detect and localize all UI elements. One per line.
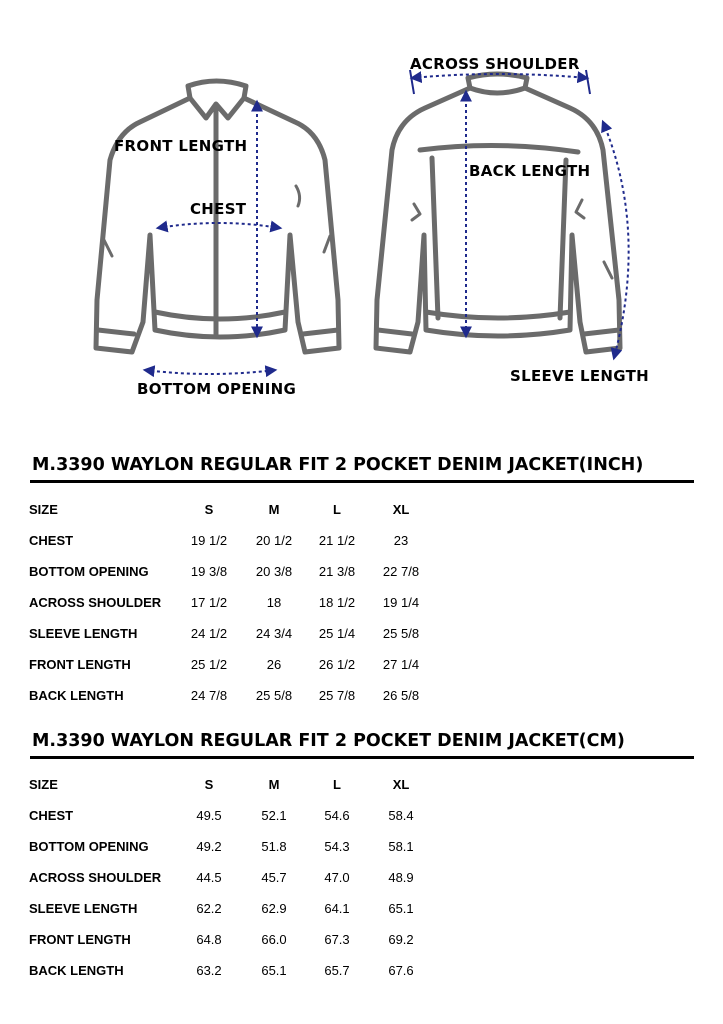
bottom-opening-arrow [145, 370, 275, 374]
measurement-value: 49.5 [196, 808, 222, 823]
size-header-cell: M [268, 502, 280, 517]
table-row [0, 870, 723, 890]
measurement-label: BACK LENGTH [29, 963, 124, 978]
measurement-value: 49.2 [196, 839, 222, 854]
size-column-header: SIZE [29, 502, 58, 517]
measurement-value: 51.8 [261, 839, 287, 854]
measurement-label: CHEST [29, 533, 74, 548]
measurement-value: 25 5/8 [255, 688, 293, 703]
measurement-label: FRONT LENGTH [29, 932, 131, 947]
measurement-value: 25 5/8 [382, 626, 420, 641]
measurement-value: 67.3 [324, 932, 350, 947]
chest-arrow [158, 223, 280, 228]
measurement-value: 64.8 [196, 932, 222, 947]
measurement-value: 17 1/2 [190, 595, 228, 610]
measurement-value: 65.1 [261, 963, 287, 978]
measurement-value: 66.0 [261, 932, 287, 947]
chest-label: CHEST [190, 200, 247, 218]
table-header-row [0, 502, 723, 522]
measurement-value: 65.1 [388, 901, 414, 916]
jacket-illustration [0, 0, 723, 410]
measurement-value: 44.5 [196, 870, 222, 885]
measurement-value: 25 1/2 [190, 657, 228, 672]
measurement-value: 65.7 [324, 963, 350, 978]
measurement-value: 69.2 [388, 932, 414, 947]
sleeve-length-label: SLEEVE LENGTH [510, 367, 650, 385]
measurement-value: 67.6 [388, 963, 414, 978]
measurement-value: 58.4 [388, 808, 414, 823]
size-header-cell: M [268, 777, 280, 792]
table-row [0, 533, 723, 553]
measurement-value: 48.9 [388, 870, 414, 885]
measurement-value: 47.0 [324, 870, 350, 885]
back-length-label: BACK LENGTH [469, 162, 591, 180]
measurement-value: 45.7 [261, 870, 287, 885]
table-row [0, 963, 723, 983]
table-row [0, 688, 723, 708]
bottom-opening-label: BOTTOM OPENING [137, 380, 297, 398]
measurement-value: 21 3/8 [318, 564, 356, 579]
table-row [0, 595, 723, 615]
back-jacket-outline [376, 74, 620, 352]
size-header-cell: L [333, 502, 341, 517]
table-row [0, 901, 723, 921]
measurement-label: CHEST [29, 808, 74, 823]
table-row [0, 808, 723, 828]
measurement-value: 54.3 [324, 839, 350, 854]
cm-table-rule [30, 756, 694, 759]
measurement-value: 54.6 [324, 808, 350, 823]
measurement-value: 26 5/8 [382, 688, 420, 703]
size-header-cell: S [204, 777, 214, 792]
measurement-value: 23 [393, 533, 409, 548]
table-row [0, 657, 723, 677]
table-row [0, 839, 723, 859]
measurement-value: 21 1/2 [318, 533, 356, 548]
size-header-cell: XL [392, 502, 410, 517]
measurement-label: BOTTOM OPENING [29, 839, 149, 854]
measurement-label: BOTTOM OPENING [29, 564, 149, 579]
table-row [0, 932, 723, 952]
measurement-value: 52.1 [261, 808, 287, 823]
front-length-label: FRONT LENGTH [114, 137, 248, 155]
table-row [0, 626, 723, 646]
measurement-value: 18 [266, 595, 282, 610]
measurement-value: 26 [266, 657, 282, 672]
measurement-value: 24 7/8 [190, 688, 228, 703]
measurement-value: 24 1/2 [190, 626, 228, 641]
across-shoulder-label: ACROSS SHOULDER [410, 55, 580, 73]
measurement-value: 22 7/8 [382, 564, 420, 579]
measurement-value: 19 1/4 [382, 595, 420, 610]
measurement-value: 58.1 [388, 839, 414, 854]
size-column-header: SIZE [29, 777, 58, 792]
measurement-label: BACK LENGTH [29, 688, 124, 703]
measurement-label: FRONT LENGTH [29, 657, 131, 672]
measurement-value: 20 1/2 [255, 533, 293, 548]
measurement-value: 19 1/2 [190, 533, 228, 548]
measurement-value: 24 3/4 [255, 626, 293, 641]
measurement-value: 19 3/8 [190, 564, 228, 579]
table-header-row [0, 777, 723, 797]
measurement-value: 26 1/2 [318, 657, 356, 672]
size-header-cell: L [333, 777, 341, 792]
inch-table-rule [30, 480, 694, 483]
measurement-value: 62.2 [196, 901, 222, 916]
measurement-value: 20 3/8 [255, 564, 293, 579]
sleeve-length-arrow [603, 122, 629, 358]
measurement-value: 25 7/8 [318, 688, 356, 703]
inch-table-title: M.3390 WAYLON REGULAR FIT 2 POCKET DENIM JACKET(INCH) [32, 455, 644, 475]
measurement-value: 18 1/2 [318, 595, 356, 610]
measurement-label: SLEEVE LENGTH [29, 901, 138, 916]
measurement-value: 62.9 [261, 901, 287, 916]
table-row [0, 564, 723, 584]
measurement-label: SLEEVE LENGTH [29, 626, 138, 641]
cm-table-title: M.3390 WAYLON REGULAR FIT 2 POCKET DENIM JACKET(CM) [32, 731, 625, 751]
measurement-value: 63.2 [196, 963, 222, 978]
measurement-diagram [0, 0, 723, 410]
measurement-label: ACROSS SHOULDER [29, 595, 162, 610]
size-header-cell: S [204, 502, 214, 517]
measurement-value: 64.1 [324, 901, 350, 916]
measurement-label: ACROSS SHOULDER [29, 870, 162, 885]
measurement-value: 27 1/4 [382, 657, 420, 672]
size-header-cell: XL [392, 777, 410, 792]
measurement-value: 25 1/4 [318, 626, 356, 641]
